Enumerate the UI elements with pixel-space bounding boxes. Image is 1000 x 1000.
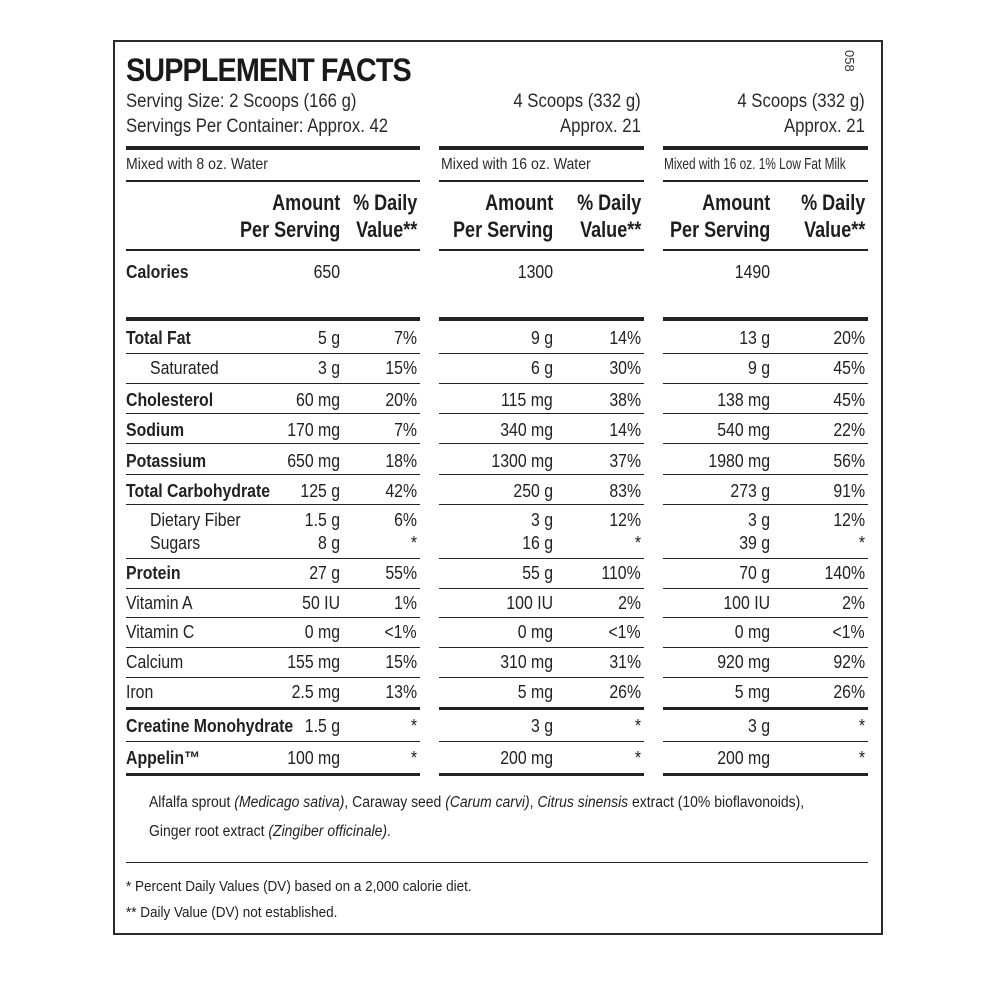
row-divider <box>439 443 644 444</box>
nutrient-amount-col1: 3 g <box>317 358 340 378</box>
nutrient-amount-col1: 60 mg <box>295 390 340 410</box>
row-divider <box>663 741 868 742</box>
nutrient-amount-col2: 16 g <box>522 533 553 553</box>
nutrient-dv-col2: 14% <box>609 420 641 440</box>
nutrient-amount-col1: 2.5 mg <box>291 682 340 702</box>
nutrient-label: Total Fat <box>126 328 191 348</box>
rule-header-col1 <box>126 249 420 251</box>
nutrient-dv-col1: 18% <box>385 451 417 471</box>
row-divider <box>439 413 644 414</box>
rule-header-col2 <box>439 249 644 251</box>
calories-label: Calories <box>126 262 189 282</box>
row-divider <box>126 383 420 384</box>
footnote-not-established: ** Daily Value (DV) not established. <box>126 904 338 921</box>
nutrient-amount-col3: 0 mg <box>734 622 770 642</box>
nutrient-label: Vitamin A <box>126 593 193 613</box>
nutrient-amount-col3: 3 g <box>747 510 770 530</box>
nutrient-dv-col3: 45% <box>833 390 865 410</box>
nutrient-dv-col3: 20% <box>833 328 865 348</box>
nutrient-amount-col3: 39 g <box>739 533 770 553</box>
row-divider <box>126 707 420 710</box>
nutrient-amount-col2: 340 mg <box>500 420 553 440</box>
nutrient-dv-col1: 7% <box>394 420 417 440</box>
row-divider <box>439 617 644 618</box>
nutrient-amount-col3: 540 mg <box>717 420 770 440</box>
nutrient-dv-col2: 31% <box>609 652 641 672</box>
row-divider <box>126 558 420 559</box>
rule-calories-col2 <box>439 317 644 321</box>
nutrient-dv-col2: 26% <box>609 682 641 702</box>
mix-col2: Mixed with 16 oz. Water <box>441 156 591 173</box>
nutrient-dv-col3: 56% <box>833 451 865 471</box>
rule-mix-col3 <box>663 180 868 182</box>
nutrient-dv-col1: 55% <box>385 563 417 583</box>
rule-calories-col1 <box>126 317 420 321</box>
nutrient-dv-col1: * <box>410 716 417 736</box>
row-divider <box>663 647 868 648</box>
footnote-dv: * Percent Daily Values (DV) based on a 2,000 calorie diet. <box>126 878 472 895</box>
row-divider <box>663 617 868 618</box>
mix-col1: Mixed with 8 oz. Water <box>126 156 268 173</box>
nutrient-label: Calcium <box>126 652 184 672</box>
nutrient-label: Potassium <box>126 451 207 471</box>
nutrient-amount-col1: 125 g <box>300 481 340 501</box>
row-divider <box>439 383 644 384</box>
row-divider <box>126 741 420 742</box>
nutrient-amount-col2: 0 mg <box>517 622 553 642</box>
row-divider <box>439 741 644 742</box>
nutrient-dv-col2: * <box>634 748 641 768</box>
row-divider <box>126 773 420 776</box>
row-divider <box>126 353 420 354</box>
nutrient-amount-col3: 5 mg <box>734 682 770 702</box>
nutrient-dv-col1: 15% <box>385 652 417 672</box>
row-divider <box>663 383 868 384</box>
row-divider <box>126 677 420 678</box>
nutrient-amount-col3: 9 g <box>747 358 770 378</box>
row-divider <box>663 677 868 678</box>
nutrient-amount-col1: 27 g <box>309 563 340 583</box>
nutrient-amount-col1: 1.5 g <box>304 716 340 736</box>
nutrient-amount-col2: 3 g <box>530 510 553 530</box>
row-divider <box>439 353 644 354</box>
nutrient-amount-col2: 55 g <box>522 563 553 583</box>
row-divider <box>439 588 644 589</box>
nutrient-amount-col3: 273 g <box>730 481 770 501</box>
mix-col3: Mixed with 16 oz. 1% Low Fat Milk <box>664 156 846 173</box>
row-divider <box>439 558 644 559</box>
nutrient-label: Total Carbohydrate <box>126 481 271 501</box>
nutrient-dv-col1: * <box>410 533 417 553</box>
nutrient-dv-col3: 26% <box>833 682 865 702</box>
nutrient-label: Vitamin C <box>126 622 195 642</box>
header-dv-col2: % Daily Value** <box>576 190 641 242</box>
nutrient-dv-col1: 20% <box>385 390 417 410</box>
nutrient-amount-col2: 310 mg <box>500 652 553 672</box>
row-divider <box>439 647 644 648</box>
serving-size: Serving Size: 2 Scoops (166 g) <box>126 91 357 112</box>
nutrient-dv-col3: 22% <box>833 420 865 440</box>
calories-col3: 1490 <box>734 262 770 282</box>
nutrient-label: Cholesterol <box>126 390 214 410</box>
nutrient-amount-col2: 5 mg <box>517 682 553 702</box>
nutrient-dv-col3: 91% <box>833 481 865 501</box>
nutrient-amount-col3: 100 IU <box>723 593 770 613</box>
nutrient-dv-col2: 38% <box>609 390 641 410</box>
rule-header-col3 <box>663 249 868 251</box>
rule-ingredients <box>126 862 868 863</box>
nutrient-dv-col1: 7% <box>394 328 417 348</box>
servings-per-container: Servings Per Container: Approx. 42 <box>126 116 389 137</box>
nutrient-amount-col3: 920 mg <box>717 652 770 672</box>
nutrient-label: Sodium <box>126 420 185 440</box>
nutrient-amount-col2: 200 mg <box>500 748 553 768</box>
label-code: 058 <box>842 50 857 72</box>
nutrient-amount-col2: 100 IU <box>506 593 553 613</box>
nutrient-dv-col2: 2% <box>618 593 641 613</box>
row-divider <box>439 707 644 710</box>
rule-calories-col3 <box>663 317 868 321</box>
nutrient-amount-col1: 650 mg <box>287 451 340 471</box>
nutrient-dv-col3: 140% <box>824 563 865 583</box>
ingredients-line-2: Ginger root extract (Zingiber officinale). <box>149 823 391 840</box>
col3-servings: Approx. 21 <box>784 116 865 137</box>
row-divider <box>126 443 420 444</box>
row-divider <box>663 707 868 710</box>
nutrient-dv-col2: <1% <box>608 622 641 642</box>
calories-col1: 650 <box>313 262 340 282</box>
nutrient-dv-col2: 30% <box>609 358 641 378</box>
col3-serving-size: 4 Scoops (332 g) <box>737 91 865 112</box>
nutrient-amount-col2: 250 g <box>513 481 553 501</box>
nutrient-amount-col1: 50 IU <box>302 593 340 613</box>
nutrient-dv-col3: 12% <box>833 510 865 530</box>
nutrient-amount-col3: 200 mg <box>717 748 770 768</box>
nutrient-amount-col2: 6 g <box>530 358 553 378</box>
nutrient-dv-col3: <1% <box>832 622 865 642</box>
nutrient-label: Dietary Fiber <box>150 510 241 530</box>
nutrient-amount-col3: 1980 mg <box>708 451 770 471</box>
nutrient-dv-col2: 110% <box>601 563 641 583</box>
nutrient-dv-col3: * <box>858 533 865 553</box>
row-divider <box>126 647 420 648</box>
nutrient-amount-col1: 1.5 g <box>304 510 340 530</box>
row-divider <box>126 617 420 618</box>
ingredients-line-1: Alfalfa sprout (Medicago sativa), Caraway seed (Carum carvi), Citrus sinensis extract (10% bioflavonoids), <box>149 794 805 811</box>
row-divider <box>126 474 420 475</box>
nutrient-amount-col1: 155 mg <box>287 652 340 672</box>
nutrient-label: Protein <box>126 563 181 583</box>
nutrient-dv-col3: * <box>858 716 865 736</box>
row-divider <box>439 474 644 475</box>
nutrient-label: Sugars <box>150 533 201 553</box>
nutrient-amount-col1: 0 mg <box>304 622 340 642</box>
nutrient-amount-col1: 8 g <box>317 533 340 553</box>
nutrient-dv-col2: * <box>634 533 641 553</box>
row-divider <box>663 558 868 559</box>
nutrient-dv-col3: 92% <box>833 652 865 672</box>
nutrient-dv-col2: 83% <box>609 481 641 501</box>
panel-title: SUPPLEMENT FACTS <box>126 52 411 88</box>
col2-servings: Approx. 21 <box>560 116 641 137</box>
rule-mix-col2 <box>439 180 644 182</box>
nutrient-amount-col3: 13 g <box>739 328 770 348</box>
nutrient-amount-col3: 3 g <box>747 716 770 736</box>
nutrient-label: Iron <box>126 682 154 702</box>
nutrient-dv-col2: * <box>634 716 641 736</box>
nutrient-dv-col2: 12% <box>609 510 641 530</box>
rule-serving-col3 <box>663 146 868 150</box>
nutrient-amount-col2: 9 g <box>530 328 553 348</box>
header-amount-col3: Amount Per Serving <box>669 190 770 242</box>
row-divider <box>439 677 644 678</box>
nutrient-dv-col1: 42% <box>385 481 417 501</box>
col2-serving-size: 4 Scoops (332 g) <box>513 91 641 112</box>
nutrient-dv-col1: 6% <box>394 510 417 530</box>
nutrient-dv-col1: * <box>410 748 417 768</box>
row-divider <box>663 413 868 414</box>
row-divider <box>663 353 868 354</box>
nutrient-dv-col3: 2% <box>842 593 865 613</box>
nutrient-dv-col1: 15% <box>385 358 417 378</box>
nutrient-label: Appelin™ <box>126 748 200 768</box>
nutrient-amount-col2: 3 g <box>530 716 553 736</box>
supplement-facts-panel <box>113 40 883 935</box>
nutrient-amount-col3: 138 mg <box>717 390 770 410</box>
rule-mix-col1 <box>126 180 420 182</box>
header-dv-col3: % Daily Value** <box>800 190 865 242</box>
nutrient-amount-col1: 100 mg <box>287 748 340 768</box>
row-divider <box>663 443 868 444</box>
row-divider <box>439 773 644 776</box>
nutrient-label: Creatine Monohydrate <box>126 716 294 736</box>
row-divider <box>126 504 420 505</box>
row-divider <box>663 474 868 475</box>
header-amount-col1: Amount Per Serving <box>239 190 340 242</box>
row-divider <box>663 588 868 589</box>
row-divider <box>663 773 868 776</box>
row-divider <box>126 413 420 414</box>
rule-serving-col2 <box>439 146 644 150</box>
nutrient-amount-col2: 115 mg <box>501 390 553 410</box>
row-divider <box>663 504 868 505</box>
nutrient-amount-col3: 70 g <box>739 563 770 583</box>
nutrient-dv-col1: 13% <box>385 682 417 702</box>
row-divider <box>126 588 420 589</box>
header-dv-col1: % Daily Value** <box>352 190 417 242</box>
header-amount-col2: Amount Per Serving <box>452 190 553 242</box>
nutrient-label: Saturated <box>150 358 219 378</box>
rule-serving-col1 <box>126 146 420 150</box>
nutrient-dv-col1: <1% <box>384 622 417 642</box>
calories-col2: 1300 <box>517 262 553 282</box>
nutrient-dv-col1: 1% <box>394 593 417 613</box>
nutrient-dv-col2: 37% <box>609 451 641 471</box>
nutrient-amount-col1: 170 mg <box>287 420 340 440</box>
nutrient-dv-col3: 45% <box>833 358 865 378</box>
nutrient-dv-col3: * <box>858 748 865 768</box>
nutrient-amount-col1: 5 g <box>317 328 340 348</box>
nutrient-dv-col2: 14% <box>609 328 641 348</box>
row-divider <box>439 504 644 505</box>
nutrient-amount-col2: 1300 mg <box>491 451 553 471</box>
